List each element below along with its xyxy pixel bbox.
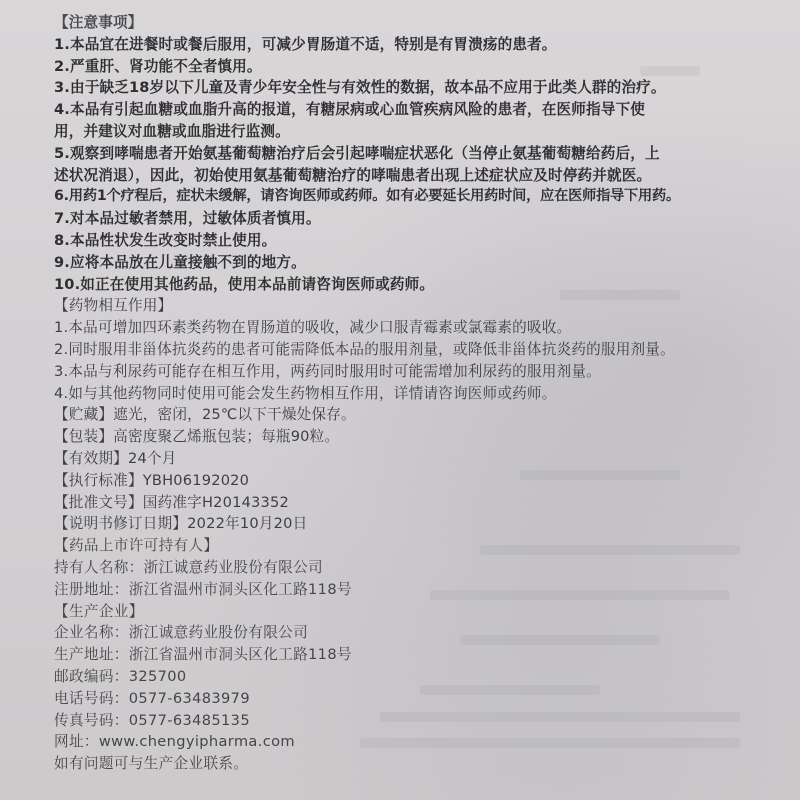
precaution-line: 4.本品有引起血糖或血脂升高的报道，有糖尿病或心血管疾病风险的患者，在医师指导下使 bbox=[54, 101, 646, 119]
manufacturer-header: 【生产企业】 bbox=[54, 602, 144, 620]
approval-number-line: 【批准文号】国药准字H20143352 bbox=[54, 493, 289, 511]
package-line: 【包装】高密度聚乙烯瓶包装；每瓶90粒。 bbox=[54, 428, 340, 446]
validity-line: 【有效期】24个月 bbox=[54, 449, 177, 467]
interaction-line: 4.如与其他药物同时使用可能会发生药物相互作用，详情请咨询医师或药师。 bbox=[54, 384, 557, 402]
precaution-line: 用，并建议对血糖或血脂进行监测。 bbox=[54, 122, 290, 140]
fax-line: 传真号码：0577-63485135 bbox=[54, 711, 250, 729]
standard-line: 【执行标准】YBH06192020 bbox=[54, 471, 250, 489]
mah-name-line: 持有人名称：浙江诚意药业股份有限公司 bbox=[54, 558, 323, 576]
precaution-line: 7.对本品过敏者禁用，过敏体质者慎用。 bbox=[54, 210, 321, 228]
precaution-line: 述状况消退），因此，初始使用氨基葡萄糖治疗的哮喘患者出现上述症状应及时停药并就医。 bbox=[54, 166, 652, 184]
mah-address-line: 注册地址：浙江省温州市洞头区化工路118号 bbox=[54, 580, 352, 598]
revision-date-line: 【说明书修订日期】2022年10月20日 bbox=[54, 515, 308, 533]
manufacturer-address-line: 生产地址：浙江省温州市洞头区化工路118号 bbox=[54, 646, 352, 664]
interaction-line: 2.同时服用非甾体抗炎药的患者可能需降低本品的服用剂量，或降低非甾体抗炎药的服用剂量。 bbox=[54, 340, 675, 358]
interactions-header: 【药物相互作用】 bbox=[54, 297, 173, 315]
precaution-line: 5.观察到哮喘患者开始氨基葡萄糖治疗后会引起哮喘症状恶化（当停止氨基葡萄糖给药后，上 bbox=[54, 144, 660, 162]
precaution-line: 8.本品性状发生改变时禁止使用。 bbox=[54, 231, 277, 249]
insert-text-column bbox=[54, 12, 790, 775]
precaution-line: 1.本品宜在进餐时或餐后服用，可减少胃肠道不适，特别是有胃溃疡的患者。 bbox=[54, 35, 557, 53]
precaution-line: 10.如正在使用其他药品，使用本品前请咨询医师或药师。 bbox=[54, 275, 435, 293]
precautions-header: 【注意事项】 bbox=[54, 14, 143, 31]
phone-line: 电话号码：0577-63483979 bbox=[54, 689, 250, 707]
precaution-line: 9.应将本品放在儿童接触不到的地方。 bbox=[54, 253, 306, 271]
website-line: 网址：www.chengyipharma.com bbox=[54, 733, 295, 751]
interaction-line: 1.本品可增加四环素类药物在胃肠道的吸收，减少口服青霉素或氯霉素的吸收。 bbox=[54, 319, 572, 337]
precaution-line: 6.用药1个疗程后，症状未缓解，请咨询医师或药师。如有必要延长用药时间，应在医师指导下用药。 bbox=[54, 188, 680, 205]
postal-code-line: 邮政编码：325700 bbox=[54, 667, 187, 685]
precaution-line: 3.由于缺乏18岁以下儿童及青少年安全性与有效性的数据，故本品不应用于此类人群的治疗。 bbox=[54, 79, 666, 97]
precaution-line: 2.严重肝、肾功能不全者慎用。 bbox=[54, 57, 262, 75]
manufacturer-name-line: 企业名称：浙江诚意药业股份有限公司 bbox=[54, 624, 309, 642]
contact-note-line: 如有问题可与生产企业联系。 bbox=[54, 755, 249, 773]
interaction-line: 3.本品与利尿药可能存在相互作用，两药同时服用时可能需增加利尿药的服用剂量。 bbox=[54, 362, 601, 380]
storage-line: 【贮藏】遮光，密闭，25℃以下干燥处保存。 bbox=[54, 406, 356, 424]
mah-header: 【药品上市许可持有人】 bbox=[54, 537, 219, 555]
